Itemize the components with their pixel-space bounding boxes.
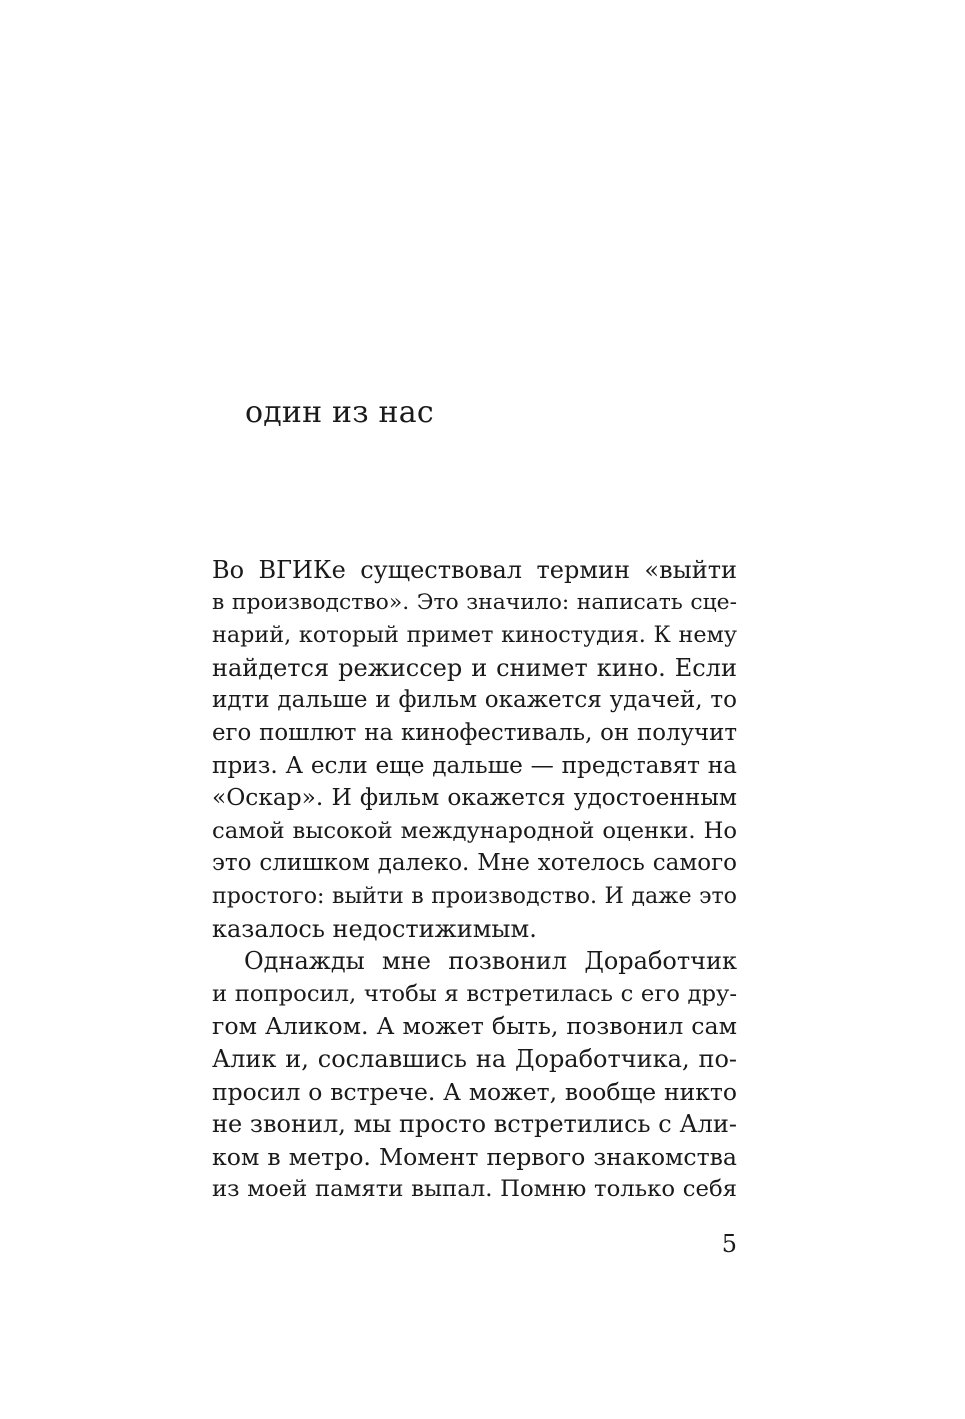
text-line: казалось недостижимым. [212, 914, 537, 943]
text-line: Алик и, сославшись на Доработчика, по- [212, 1044, 737, 1073]
page-number: 5 [721, 1230, 737, 1258]
text-line: Однажды мне позвонил Доработчик [244, 947, 737, 976]
text-line: гом Аликом. А может быть, позвонил сам [212, 1012, 737, 1041]
text-line: это слишком далеко. Мне хотелось самого [212, 850, 737, 877]
text-line: из моей памяти выпал. Помню только себя [212, 1176, 737, 1203]
text-line: его пошлют на кинофестиваль, он получит [212, 719, 737, 746]
text-line: идти дальше и фильм окажется удачей, то [212, 687, 737, 714]
text-line: нарий, который примет киностудия. К нему [212, 622, 737, 649]
text-line: простого: выйти в производство. И даже это [212, 882, 737, 909]
text-line: Во ВГИКе существовал термин «выйти [212, 556, 737, 584]
chapter-title: один из нас [245, 395, 434, 430]
text-line: в производство». Это значило: написать сце- [212, 589, 737, 615]
text-line: ком в метро. Момент первого знакомства [212, 1142, 737, 1171]
text-line: самой высокой международной оценки. Но [212, 817, 737, 844]
text-line: найдется режиссер и снимет кино. Если [212, 653, 737, 682]
text-line: приз. А если еще дальше — представят на [212, 751, 737, 779]
text-line: не звонил, мы просто встретились с Али- [212, 1110, 737, 1139]
text-line: и попросил, чтобы я встретилась с его дру- [212, 980, 737, 1007]
body-text [212, 554, 737, 1206]
text-line: «Оскар». И фильм окажется удостоенным [212, 784, 737, 812]
text-line: просил о встрече. А может, вообще никто [212, 1077, 737, 1106]
